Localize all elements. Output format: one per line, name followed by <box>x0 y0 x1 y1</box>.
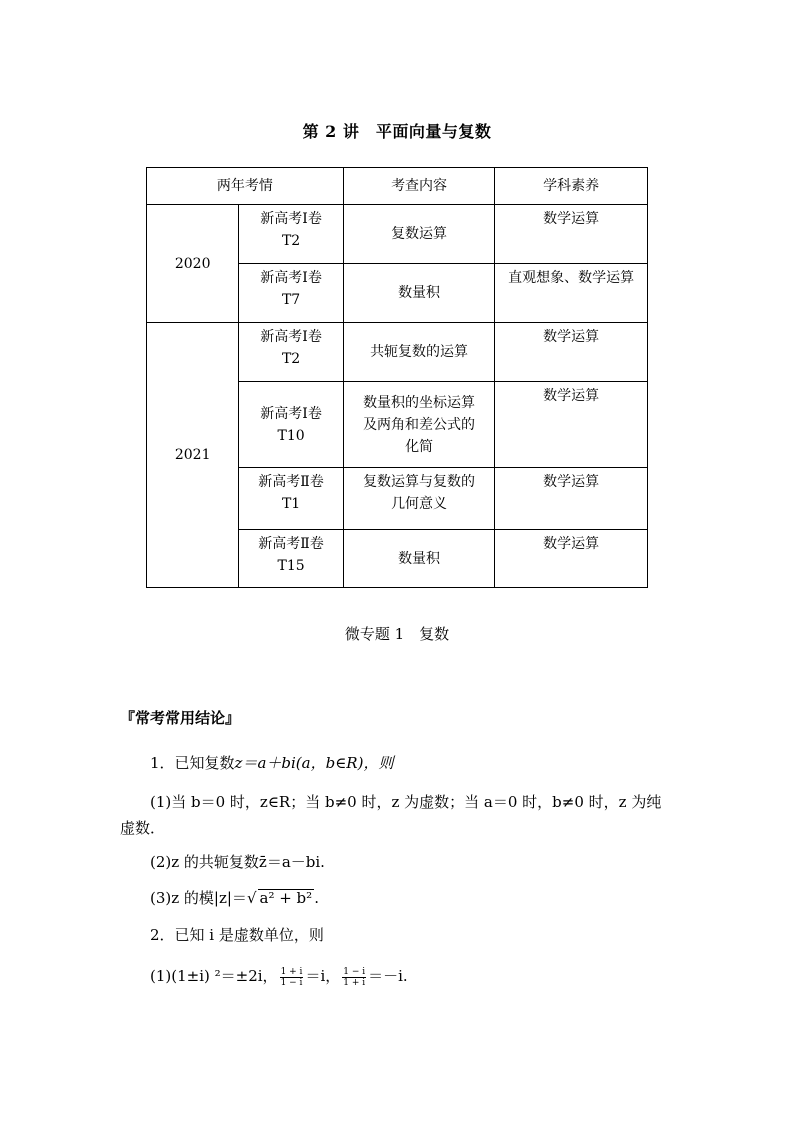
content-cell: 共轭复数的运算 <box>343 323 495 382</box>
literacy-cell: 数学运算 <box>495 468 648 530</box>
page-title: 第 2 讲 平面向量与复数 <box>302 122 492 141</box>
exam-cell: 新高考Ⅰ卷 T2 <box>239 205 343 264</box>
year-cell-2021: 2021 <box>147 323 239 588</box>
header-two-years: 两年考情 <box>147 168 344 205</box>
content-cell: 复数运算 <box>343 205 495 264</box>
content-cell: 数量积 <box>343 530 495 588</box>
exam-cell: 新高考Ⅰ卷 T10 <box>239 382 343 468</box>
modulus-sqrt: a² + b² <box>259 889 313 907</box>
content-cell: 数量积 <box>343 264 495 323</box>
content-cell: 复数运算与复数的 几何意义 <box>343 468 495 530</box>
item1-point3: (3)z 的模|z|＝√ a² + b² . <box>150 889 319 907</box>
literacy-cell: 数学运算 <box>495 205 648 264</box>
year-cell-2020: 2020 <box>147 205 239 323</box>
item1-point2: (2)z 的共轭复数z̄＝a－bi. <box>150 853 325 871</box>
subtopic-title: 微专题 1 复数 <box>344 625 450 643</box>
item1-point1-continued: 虚数． <box>120 819 166 837</box>
exam-cell: 新高考Ⅱ卷 T15 <box>239 530 343 588</box>
item2-point1: (1)(1±i) ²＝±2i， $\frac{1 + i}{1 - i}$ ＝i， $\frac{1 - i}{1 + i}$ ＝－i. <box>150 966 408 988</box>
exam-cell: 新高考Ⅰ卷 T7 <box>239 264 343 323</box>
item1-point1: (1)当 b＝0 时，z∈R；当 b≠0 时，z 为虚数；当 a＝0 时，b≠0 时，z 为纯 <box>150 793 662 811</box>
header-content: 考查内容 <box>343 168 495 205</box>
fraction-1: $\frac{1 + i}{1 - i}$ <box>280 966 303 988</box>
header-literacy: 学科素养 <box>495 168 648 205</box>
table-row <box>147 323 648 382</box>
content-cell: 数量积的坐标运算 及两角和差公式的 化简 <box>343 382 495 468</box>
item2-intro: 2．已知 i 是虚数单位，则 <box>150 926 324 944</box>
exam-cell: 新高考Ⅰ卷 T2 <box>239 323 343 382</box>
item1-intro: 1．已知复数z＝a＋bi(a，b∈R)，则 <box>150 754 394 772</box>
literacy-cell: 直观想象、数学运算 <box>495 264 648 323</box>
literacy-cell: 数学运算 <box>495 530 648 588</box>
fraction-2: $\frac{1 - i}{1 + i}$ <box>343 966 366 988</box>
table-header-row <box>147 168 648 205</box>
literacy-cell: 数学运算 <box>495 382 648 468</box>
complex-formula: z＝a＋bi(a，b∈R)，则 <box>234 754 394 772</box>
exam-analysis-table <box>146 167 648 588</box>
section-heading: 『常考常用结论』 <box>120 709 241 727</box>
table-row <box>147 205 648 264</box>
literacy-cell: 数学运算 <box>495 323 648 382</box>
exam-cell: 新高考Ⅱ卷 T1 <box>239 468 343 530</box>
